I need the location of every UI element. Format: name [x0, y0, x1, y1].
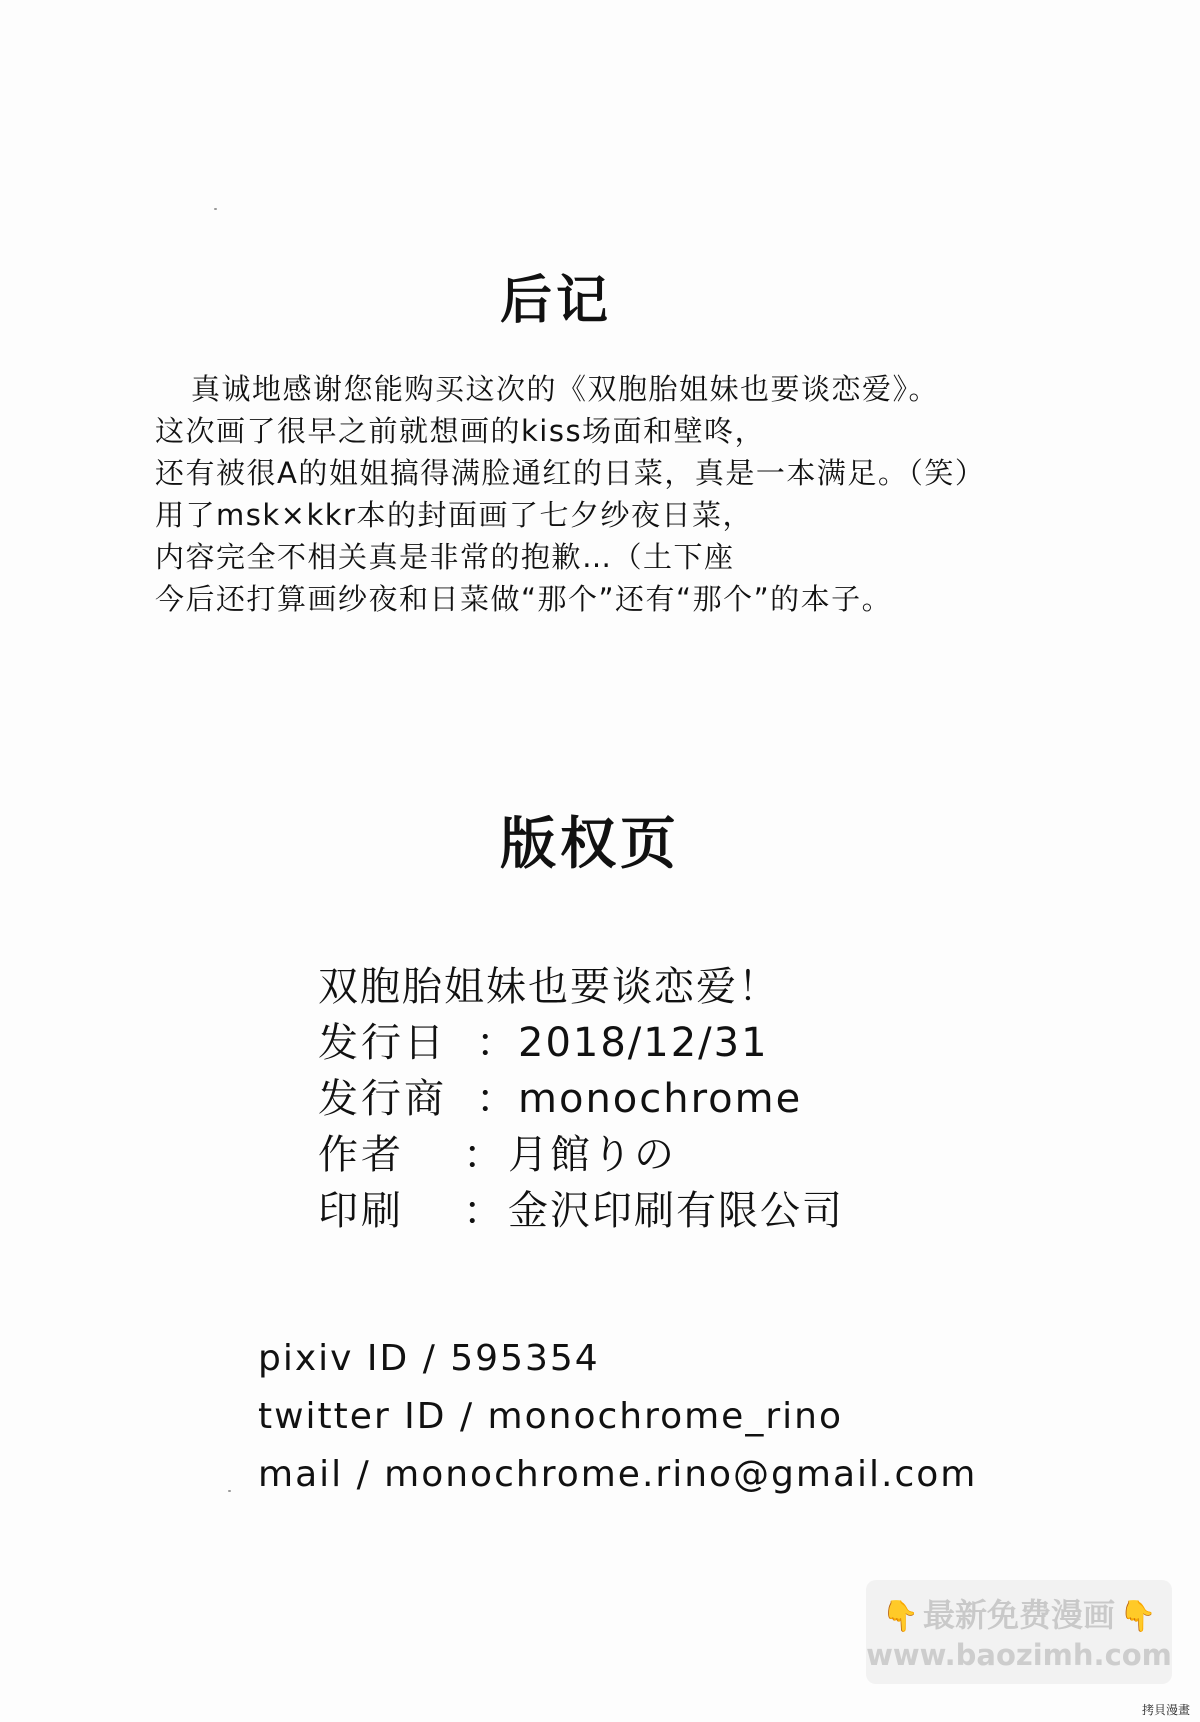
- afterword-line: 这次画了很早之前就想画的kiss场面和壁咚，: [155, 414, 766, 448]
- info-row-author: [318, 1127, 1018, 1183]
- afterword-line: 用了msk×kkr本的封面画了七夕纱夜日菜，: [155, 498, 753, 532]
- info-label: 印刷: [318, 1188, 404, 1234]
- corner-credit: 拷貝漫畫: [1141, 1703, 1190, 1717]
- info-row-publisher: [318, 1071, 1018, 1127]
- afterword-line: 还有被很A的姐姐搞得满脸通红的日菜，真是一本满足。（笑）: [155, 456, 986, 490]
- afterword-body: [155, 368, 1155, 620]
- contact-list: [258, 1330, 1058, 1504]
- info-value: 金沢印刷有限公司: [508, 1188, 844, 1234]
- info-label: 作者: [318, 1132, 404, 1178]
- contact-mail: mail / monochrome.rino@gmail.com: [258, 1454, 978, 1495]
- info-value: monochrome: [518, 1076, 803, 1122]
- contact-pixiv: pixiv ID / 595354: [258, 1338, 600, 1379]
- afterword-title: 后记: [500, 271, 613, 331]
- watermark-text: 最新免费漫画: [922, 1596, 1115, 1634]
- afterword-line: 真诚地感谢您能购买这次的《双胞胎姐妹也要谈恋爱》。: [191, 372, 940, 406]
- info-colon: ：: [476, 1020, 516, 1066]
- site-watermark[interactable]: [866, 1580, 1172, 1684]
- pointing-down-hand-icon: 👇: [1119, 1599, 1157, 1634]
- info-colon: ：: [463, 1132, 503, 1178]
- info-label: 发行日: [318, 1020, 447, 1066]
- paper-speck: [214, 208, 217, 210]
- info-row-printer: [318, 1183, 1018, 1239]
- afterword-line: 内容完全不相关真是非常的抱歉…（土下座: [155, 540, 735, 574]
- paper-speck: [228, 1490, 231, 1492]
- info-value: 月館りの: [508, 1132, 676, 1178]
- watermark-headline: [866, 1590, 1172, 1636]
- info-label: 发行商: [318, 1076, 447, 1122]
- book-title: 双胞胎姐妹也要谈恋爱！: [318, 964, 780, 1010]
- pointing-down-hand-icon: 👇: [881, 1599, 919, 1634]
- afterword-line: 今后还打算画纱夜和日菜做“那个”还有“那个”的本子。: [155, 582, 893, 616]
- info-row-release-date: [318, 1015, 1018, 1071]
- watermark-url: www.baozimh.com: [866, 1638, 1172, 1672]
- info-colon: ：: [463, 1188, 503, 1234]
- info-colon: ：: [476, 1076, 516, 1122]
- colophon-info: [318, 1015, 1018, 1239]
- info-value: 2018/12/31: [518, 1020, 769, 1066]
- colophon-title: 版权页: [500, 812, 680, 877]
- contact-twitter: twitter ID / monochrome_rino: [258, 1396, 843, 1437]
